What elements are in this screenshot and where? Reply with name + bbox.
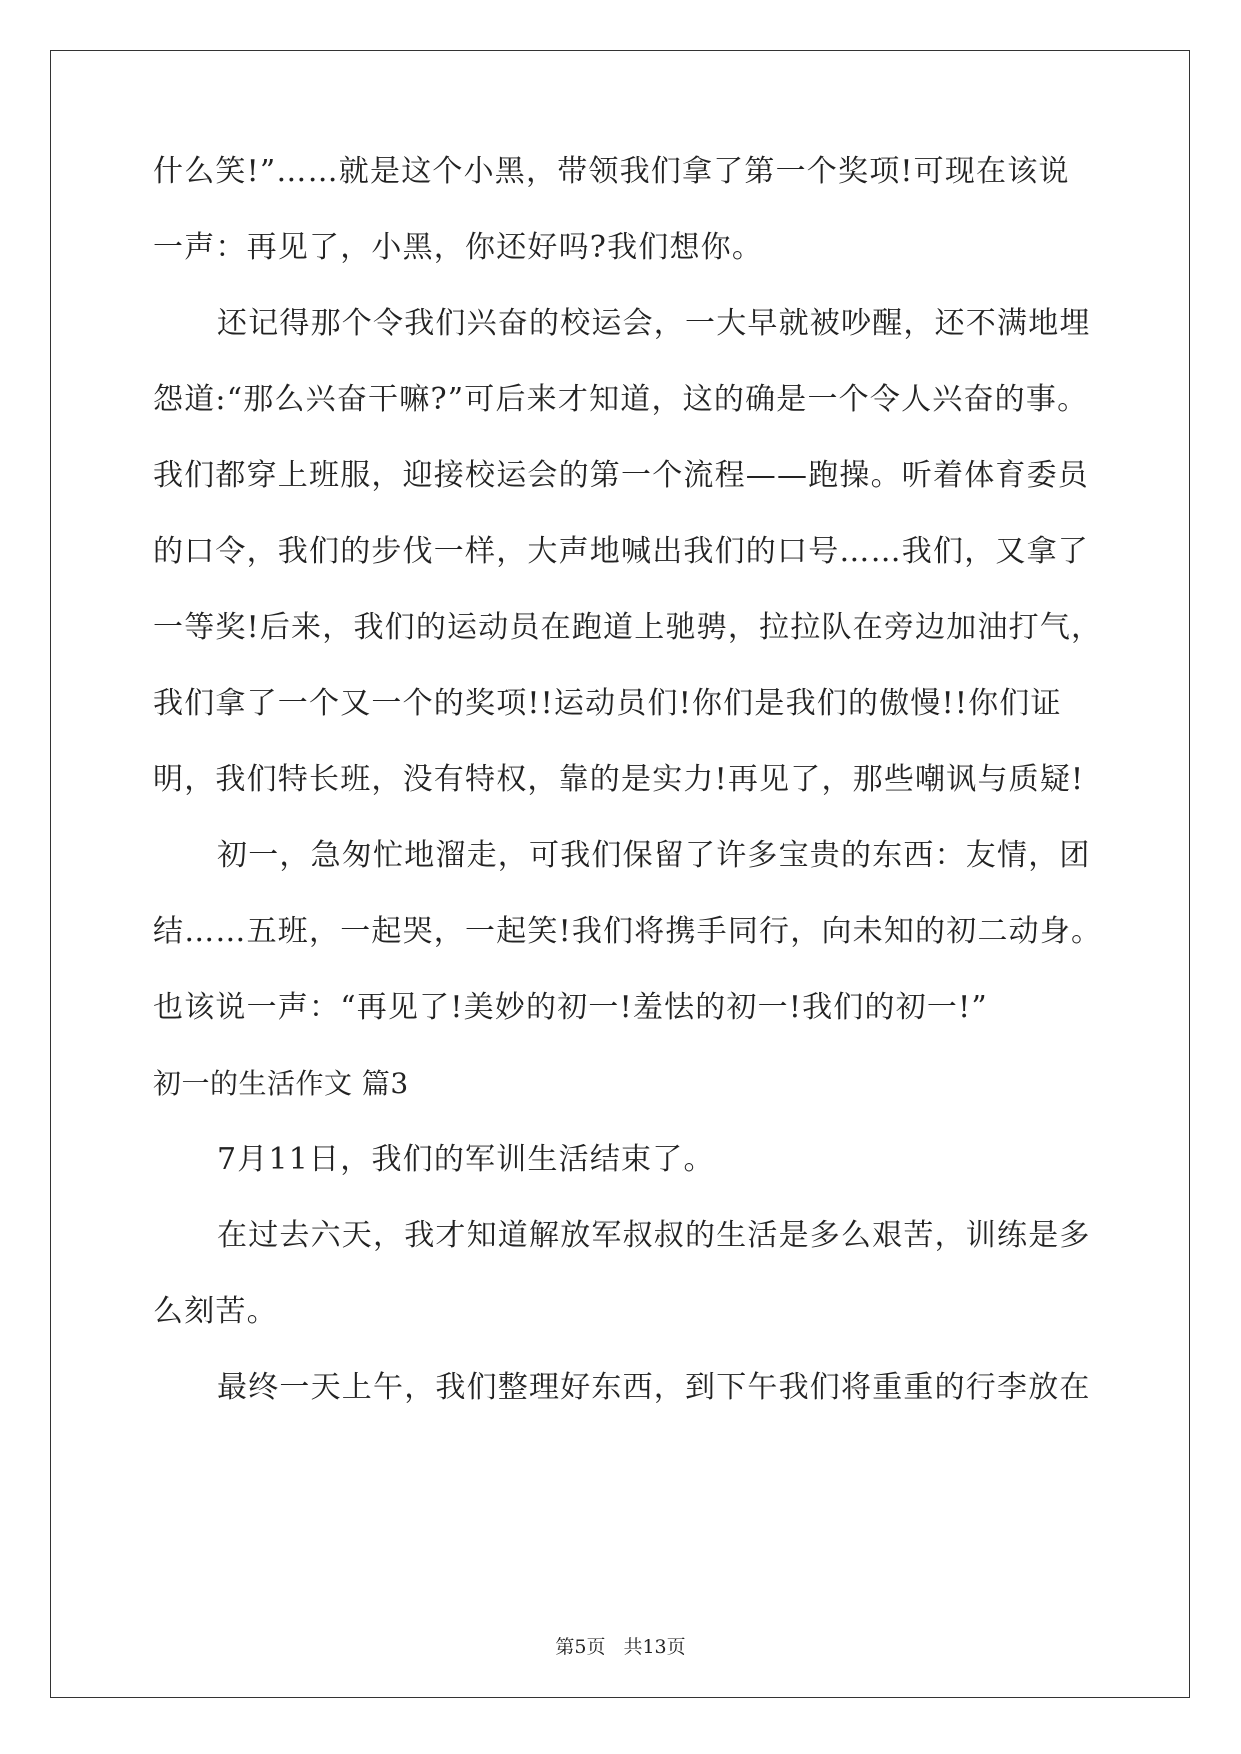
paragraph-start-line: 7月11日，我们的军训生活结束了。 bbox=[217, 1142, 715, 1177]
text-line: 我们都穿上班服，迎接校运会的第一个流程——跑操。听着体育委员 bbox=[153, 458, 1089, 493]
page-footer bbox=[0, 1634, 1241, 1660]
paragraph-start-line: 还记得那个令我们兴奋的校运会，一大早就被吵醒，还不满地埋 bbox=[217, 306, 1091, 341]
text-line: 什么笑!”……就是这个小黑，带领我们拿了第一个奖项!可现在该说 bbox=[153, 154, 1070, 189]
paragraph-start-line: 最终一天上午，我们整理好东西，到下午我们将重重的行李放在 bbox=[217, 1370, 1091, 1405]
text-line: 明，我们特长班，没有特权，靠的是实力!再见了，那些嘲讽与质疑! bbox=[153, 762, 1085, 797]
paragraph-start-line: 在过去六天，我才知道解放军叔叔的生活是多么艰苦，训练是多 bbox=[217, 1218, 1091, 1253]
text-line: 怨道:“那么兴奋干嘛?”可后来才知道，这的确是一个令人兴奋的事。 bbox=[153, 382, 1089, 417]
paragraph-start-line: 初一，急匆忙地溜走，可我们保留了许多宝贵的东西：友情，团 bbox=[217, 838, 1091, 873]
section-heading: 初一的生活作文 篇3 bbox=[153, 1067, 409, 1100]
page-total: 共13页 bbox=[623, 1636, 686, 1658]
text-line: 我们拿了一个又一个的奖项!!运动员们!你们是我们的傲慢!!你们证 bbox=[153, 686, 1062, 721]
text-line: 的口令，我们的步伐一样，大声地喊出我们的口号……我们，又拿了 bbox=[153, 534, 1089, 569]
page-number: 第5页 bbox=[555, 1636, 606, 1658]
text-line: 也该说一声：“再见了!美妙的初一!羞怯的初一!我们的初一!” bbox=[153, 990, 988, 1025]
text-line: 一声：再见了，小黑，你还好吗?我们想你。 bbox=[153, 230, 764, 265]
text-line: 结……五班，一起哭，一起笑!我们将携手同行，向未知的初二动身。 bbox=[153, 914, 1103, 949]
text-line: 一等奖!后来，我们的运动员在跑道上驰骋，拉拉队在旁边加油打气， bbox=[153, 610, 1103, 645]
text-line: 么刻苦。 bbox=[153, 1294, 278, 1329]
